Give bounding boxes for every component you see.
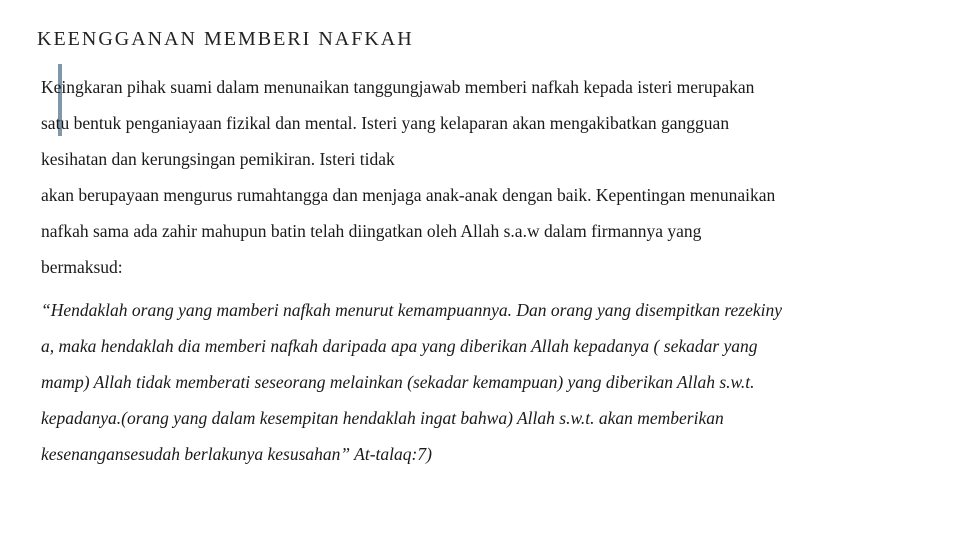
paragraph-line: kesihatan dan kerungsingan pemikiran. Isteri tidak <box>41 149 395 169</box>
paragraph-line: satu bentuk penganiayaan fizikal dan mental. Isteri yang kelaparan akan mengakibatkan gangguan <box>41 113 730 133</box>
slide-title: KEENGGANAN MEMBERI NAFKAH <box>37 28 414 50</box>
quote-line: “Hendaklah orang yang mamberi nafkah menurut kemampuannya. Dan orang yang disempitkan rezekiny <box>41 300 783 320</box>
quote-line: kesenangansesudah berlakunya kesusahan” At-talaq:7) <box>41 444 432 464</box>
paragraph-line: Keingkaran pihak suami dalam menunaikan tanggungjawab memberi nafkah kepada isteri merupakan <box>41 77 755 97</box>
quote-line: a, maka hendaklah dia memberi nafkah daripada apa yang diberikan Allah kepadanya ( sekadar yang <box>41 336 758 356</box>
paragraph-line: bermaksud: <box>41 257 123 277</box>
quote-line: mamp) Allah tidak memberati seseorang melainkan (sekadar kemampuan) yang diberikan Allah s.w.t. <box>41 372 755 392</box>
paragraph-line: nafkah sama ada zahir mahupun batin telah diingatkan oleh Allah s.a.w dalam firmannya yang <box>41 221 702 241</box>
quran-quote <box>41 292 946 472</box>
body-paragraph <box>41 69 941 285</box>
quote-line: kepadanya.(orang yang dalam kesempitan hendaklah ingat bahwa) Allah s.w.t. akan memberikan <box>41 408 724 428</box>
paragraph-line: akan berupayaan mengurus rumahtangga dan menjaga anak-anak dengan baik. Kepentingan menunaikan <box>41 185 776 205</box>
